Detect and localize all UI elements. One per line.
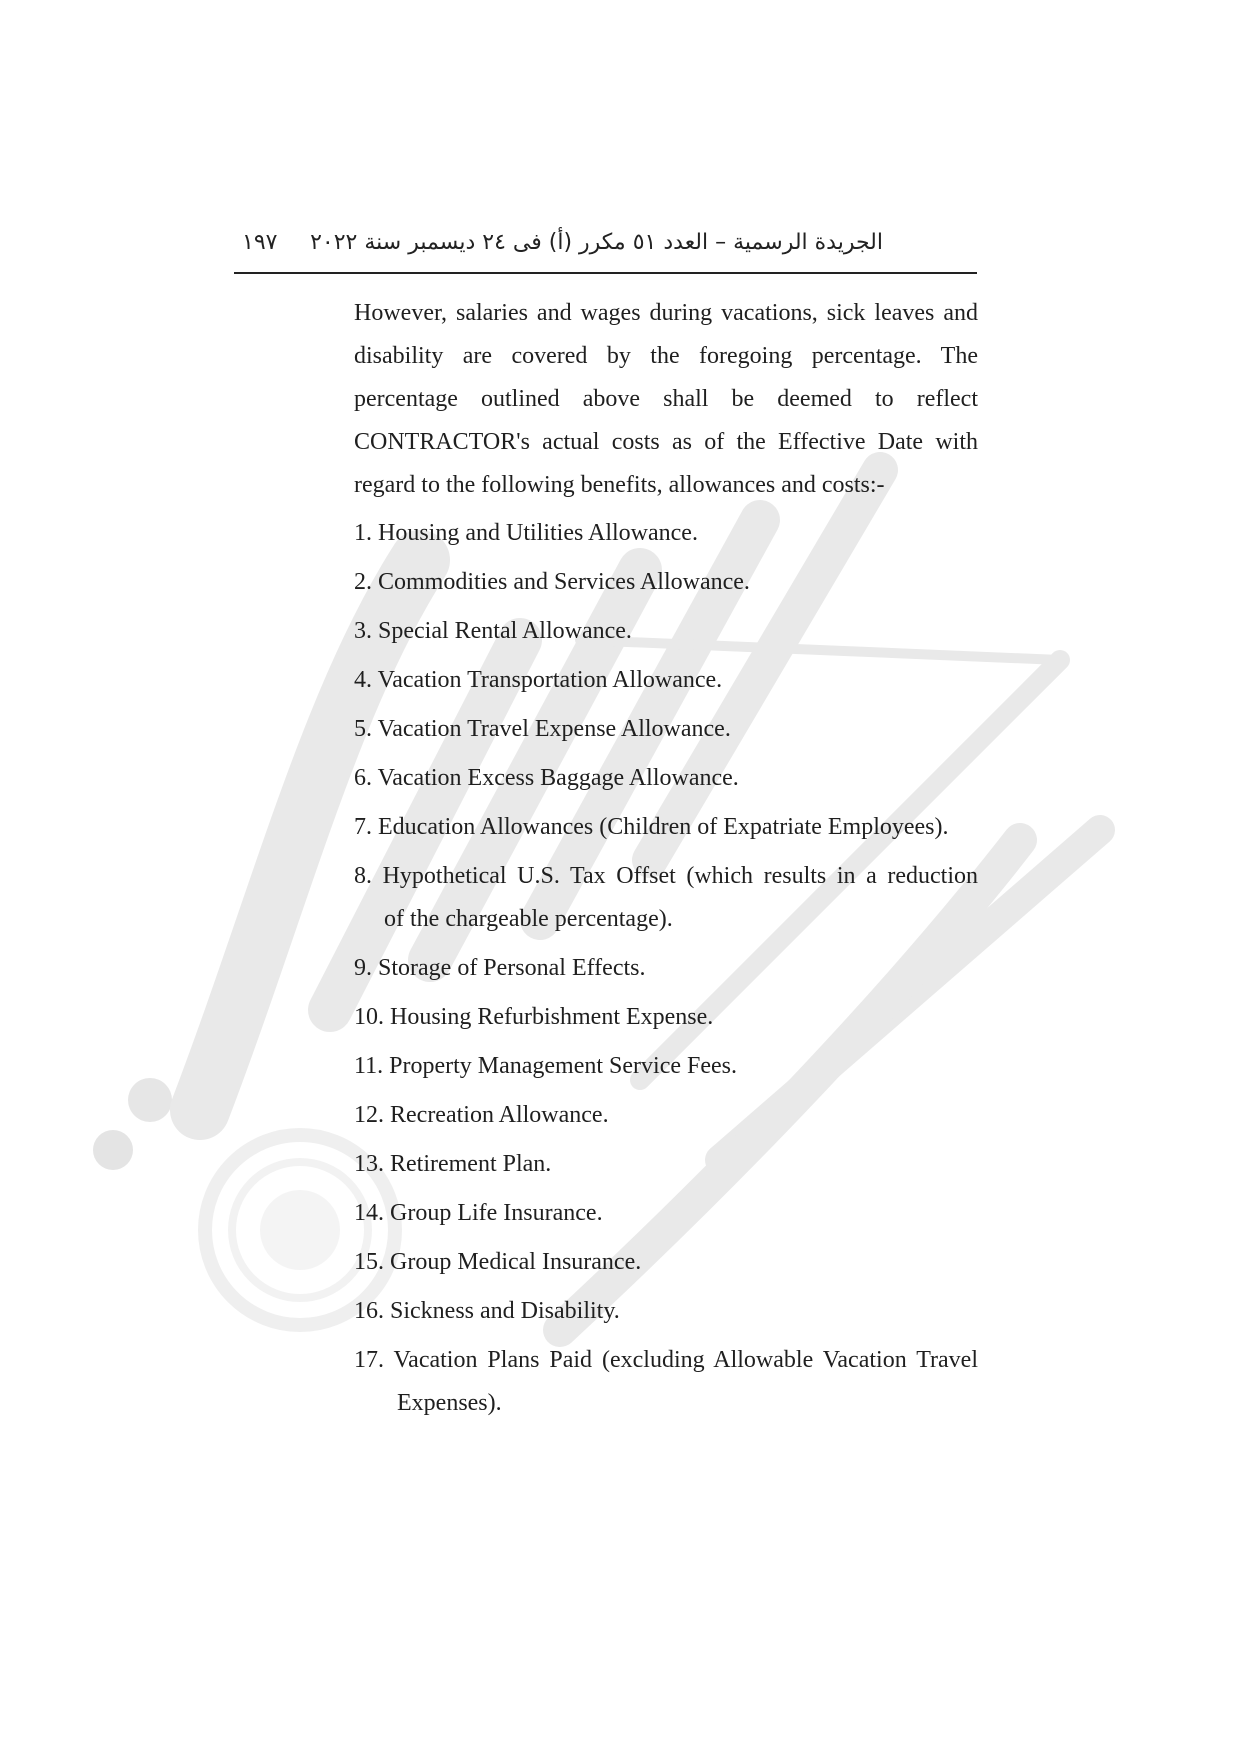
- list-item: 4. Vacation Transportation Allowance.: [354, 667, 723, 693]
- list-item: 13. Retirement Plan.: [354, 1151, 552, 1177]
- list-item-line1: 17. Vacation Plans Paid (excluding Allowable Vacation Travel: [354, 1347, 978, 1373]
- list-item: 6. Vacation Excess Baggage Allowance.: [354, 765, 739, 791]
- page-header: [234, 226, 977, 274]
- watermark-dots-icon: [93, 1078, 172, 1170]
- list-item: 5. Vacation Travel Expense Allowance.: [354, 716, 731, 742]
- list-item: [354, 855, 978, 947]
- list-item: 16. Sickness and Disability.: [354, 1298, 620, 1324]
- list-item: 10. Housing Refurbishment Expense.: [354, 1004, 714, 1030]
- list-item: 15. Group Medical Insurance.: [354, 1249, 642, 1275]
- intro-paragraph: However, salaries and wages during vacations, sick leaves and disability are covered by the foregoing percentage. The percentage outlined above shall be deemed to reflect CONTRACTOR's actual costs as of the Effective Date with regard to the following benefits, allowances and costs:-: [354, 300, 978, 498]
- list-item: 9. Storage of Personal Effects.: [354, 955, 646, 981]
- list-item: 11. Property Management Service Fees.: [354, 1053, 738, 1079]
- list-item: 7. Education Allowances (Children of Expatriate Employees).: [354, 814, 949, 840]
- list-item-line2: Expenses).: [397, 1390, 502, 1416]
- gazette-header-title: الجريدة الرسمية – العدد ٥١ مكرر (أ) فى ٢٤ ديسمبر سنة ٢٠٢٢: [310, 230, 883, 255]
- list-item-line2: of the chargeable percentage).: [384, 906, 673, 932]
- list-item: [354, 1339, 978, 1431]
- list-item: 14. Group Life Insurance.: [354, 1200, 603, 1226]
- list-item-line1: 8. Hypothetical U.S. Tax Offset (which results in a reduction: [354, 863, 978, 889]
- list-item: 2. Commodities and Services Allowance.: [354, 569, 750, 595]
- list-item: 3. Special Rental Allowance.: [354, 618, 632, 644]
- benefits-list: [354, 512, 978, 1431]
- list-item: 12. Recreation Allowance.: [354, 1102, 609, 1128]
- list-item: 1. Housing and Utilities Allowance.: [354, 520, 698, 546]
- page-number: ١٩٧: [242, 230, 278, 255]
